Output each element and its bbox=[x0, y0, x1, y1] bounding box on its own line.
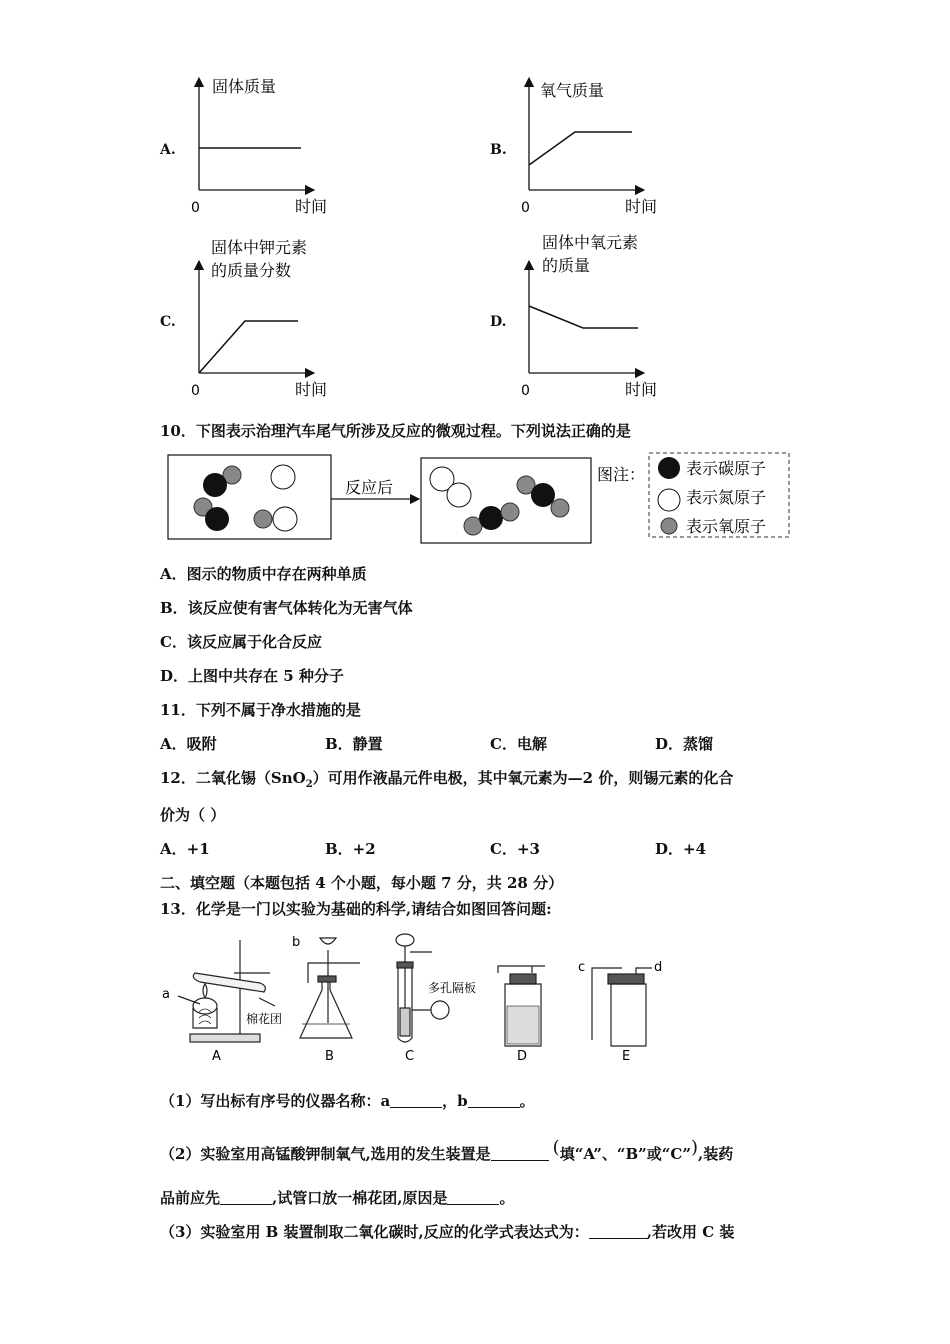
q12-stem: 12．二氧化锡（SnO$_2$）可用作液晶元件电极，其中氧元素为—2 价，则锡元素的化合 bbox=[160, 769, 734, 790]
q10-reaction-diagram bbox=[165, 450, 795, 550]
svg-text:C: C bbox=[405, 1049, 415, 1064]
blank-check[interactable] bbox=[220, 1190, 272, 1205]
q10-option-a: A．图示的物质中存在两种单质 bbox=[160, 565, 367, 583]
q10-arrow-label: 反应后 bbox=[345, 478, 394, 497]
blank-b[interactable] bbox=[468, 1093, 520, 1108]
graph-a bbox=[185, 70, 345, 220]
section-2-heading: 二、填空题（本题包括 4 个小题，每小题 7 分，共 28 分） bbox=[160, 874, 564, 892]
svg-text:时间: 时间 bbox=[625, 197, 658, 216]
graph-d-ylabel-2: 的质量 bbox=[542, 256, 591, 275]
blank-reason[interactable] bbox=[447, 1190, 499, 1205]
blank-a[interactable] bbox=[390, 1093, 442, 1108]
option-letter-a: A. bbox=[160, 142, 176, 158]
svg-text:0: 0 bbox=[521, 200, 530, 216]
svg-text:B: B bbox=[325, 1049, 334, 1064]
svg-text:d: d bbox=[654, 960, 663, 975]
q11-option-d: D．蒸馏 bbox=[655, 735, 714, 753]
svg-text:0: 0 bbox=[191, 200, 200, 216]
q10-option-d: D．上图中共存在 5 种分子 bbox=[160, 667, 344, 685]
q12-option-c: C．+3 bbox=[490, 840, 540, 858]
q10-legend-oxygen: 表示氧原子 bbox=[686, 517, 767, 536]
svg-text:D: D bbox=[517, 1049, 528, 1064]
svg-text:多孔隔板: 多孔隔板 bbox=[428, 981, 477, 995]
svg-text:时间: 时间 bbox=[295, 380, 328, 399]
apparatus-a bbox=[178, 940, 275, 1042]
q11-option-c: C．电解 bbox=[490, 735, 547, 753]
svg-text:E: E bbox=[622, 1049, 631, 1064]
graph-d-ylabel-1: 固体中氧元素 bbox=[542, 233, 639, 252]
graph-d bbox=[515, 230, 675, 405]
option-letter-c: C. bbox=[160, 314, 176, 330]
q13-stem: 13．化学是一门以实验为基础的科学,请结合如图回答问题: bbox=[160, 900, 552, 918]
q11-stem: 11．下列不属于净水措施的是 bbox=[160, 701, 361, 719]
svg-text:0: 0 bbox=[191, 383, 200, 399]
q12-option-a: A．+1 bbox=[160, 840, 210, 858]
graph-a-ylabel: 固体质量 bbox=[212, 77, 277, 96]
apparatus-d bbox=[498, 966, 545, 1046]
q10-legend-carbon: 表示碳原子 bbox=[686, 459, 767, 478]
graph-b-line bbox=[529, 132, 632, 165]
graph-c-line bbox=[199, 321, 298, 373]
apparatus-b bbox=[300, 938, 360, 1038]
q13-sub2-line2: 品前应先 ,试管口放一棉花团,原因是 。 bbox=[160, 1189, 515, 1207]
svg-text:棉花团: 棉花团 bbox=[246, 1012, 283, 1026]
graph-c-ylabel-1: 固体中钾元素 bbox=[211, 238, 308, 257]
q10-stem: 10．下图表示治理汽车尾气所涉及反应的微观过程。下列说法正确的是 bbox=[160, 422, 631, 440]
graph-b bbox=[515, 75, 675, 220]
q12-stem-line2: 价为（ ） bbox=[160, 806, 226, 824]
q10-legend-nitrogen: 表示氮原子 bbox=[686, 488, 767, 507]
svg-text:b: b bbox=[292, 935, 301, 950]
graph-c-ylabel-2: 的质量分数 bbox=[211, 261, 292, 280]
q13-sub3: （3）实验室用 B 装置制取二氧化碳时,反应的化学式表达式为： ,若改用 C 装 bbox=[160, 1223, 735, 1241]
svg-text:0: 0 bbox=[521, 383, 530, 399]
option-letter-b: B. bbox=[490, 142, 507, 158]
q11-option-b: B．静置 bbox=[325, 735, 383, 753]
q10-legend-title: 图注： bbox=[597, 465, 646, 484]
graph-b-ylabel: 氧气质量 bbox=[540, 81, 605, 100]
svg-text:时间: 时间 bbox=[295, 197, 328, 216]
option-letter-d: D. bbox=[490, 314, 507, 330]
q11-option-a: A．吸附 bbox=[160, 735, 217, 753]
svg-text:A: A bbox=[212, 1049, 221, 1064]
q13-sub1: （1）写出标有序号的仪器名称：a ，b 。 bbox=[160, 1092, 535, 1110]
q12-option-d: D．+4 bbox=[655, 840, 707, 858]
graph-d-line bbox=[529, 306, 638, 328]
apparatus-e bbox=[592, 968, 652, 1046]
svg-text:c: c bbox=[578, 960, 586, 975]
blank-formula[interactable] bbox=[589, 1224, 647, 1239]
q13-sub2: （2）实验室用高锰酸钾制氧气,选用的发生装置是 (填“A”、“B”或“C”),装药 bbox=[160, 1137, 734, 1163]
blank-device[interactable] bbox=[491, 1146, 549, 1161]
svg-text:a: a bbox=[162, 987, 170, 1002]
q13-apparatus-diagram bbox=[160, 928, 680, 1068]
svg-text:时间: 时间 bbox=[625, 380, 658, 399]
q10-option-c: C．该反应属于化合反应 bbox=[160, 633, 322, 651]
q12-option-b: B．+2 bbox=[325, 840, 376, 858]
graph-c bbox=[185, 235, 345, 405]
q10-option-b: B．该反应使有害气体转化为无害气体 bbox=[160, 599, 413, 617]
